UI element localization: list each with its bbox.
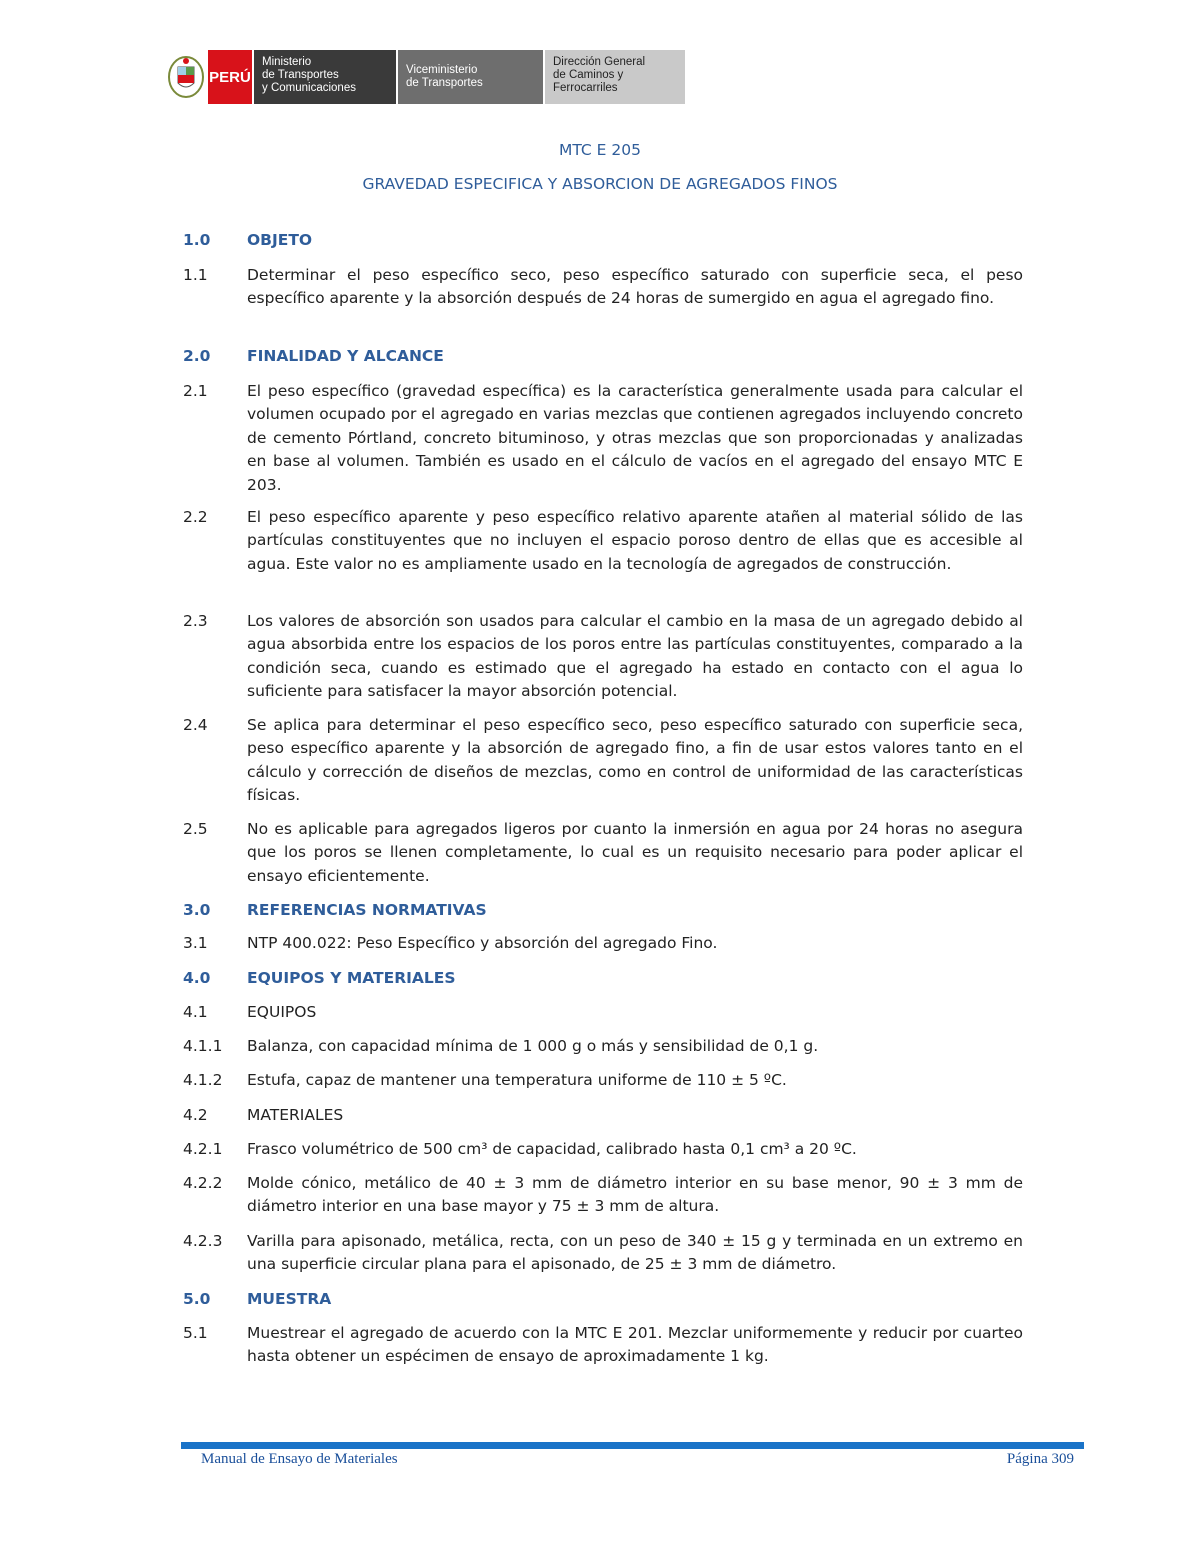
paragraph-2-2 <box>183 506 1023 576</box>
coat-of-arms-icon <box>164 50 208 104</box>
paragraph-number: 4.2 <box>183 1106 208 1124</box>
paragraph-3-1 <box>183 932 1023 955</box>
paragraph-text: El peso específico (gravedad específica) es la característica generalmente usada para calcular el volumen ocupado por el agregado en varias mezclas que contienen agregados incluyendo concreto de cemento Pórtland, concreto bituminoso, y otras mezclas que son proporcionadas y analizadas en base al volumen. También es usado en el cálculo de vacíos en el agregado del ensayo MTC E 203. <box>247 382 1023 494</box>
paragraph-text: Se aplica para determinar el peso específico seco, peso específico saturado con superficie seca, peso específico aparente y la absorción de agregado fino, a fin de usar estos valores tanto en el cálculo y corrección de diseños de mezclas, como en control de uniformidad de las características físicas. <box>247 716 1023 805</box>
paragraph-2-3 <box>183 610 1023 704</box>
paragraph-4-2 <box>183 1104 1023 1127</box>
paragraph-number: 1.1 <box>183 266 208 284</box>
paragraph-2-5 <box>183 818 1023 888</box>
paragraph-4-1-2 <box>183 1069 1023 1092</box>
footer-rule <box>181 1442 1084 1449</box>
peru-label: PERÚ <box>208 50 252 104</box>
section-title: EQUIPOS Y MATERIALES <box>247 969 456 987</box>
paragraph-number: 4.2.1 <box>183 1140 223 1158</box>
paragraph-text: Molde cónico, metálico de 40 ± 3 mm de diámetro interior en su base menor, 90 ± 3 mm de diámetro interior en una base mayor y 75 ± 3 mm de altura. <box>247 1174 1023 1216</box>
paragraph-text: No es aplicable para agregados ligeros por cuanto la inmersión en agua por 24 horas no asegura que los poros se llenen completamente, lo cual es un requisito necesario para poder aplicar el ensayo eficientemente. <box>247 820 1023 885</box>
paragraph-number: 2.5 <box>183 820 208 838</box>
paragraph-number: 4.2.3 <box>183 1232 223 1250</box>
paragraph-4-1 <box>183 1001 1023 1024</box>
paragraph-number: 4.1.1 <box>183 1037 223 1055</box>
paragraph-4-2-3 <box>183 1230 1023 1277</box>
paragraph-number: 4.1 <box>183 1003 208 1021</box>
paragraph-text: NTP 400.022: Peso Específico y absorción del agregado Fino. <box>247 934 718 952</box>
paragraph-text: El peso específico aparente y peso específico relativo aparente atañen al material sólido de las partículas constituyentes que no incluyen el espacio poroso dentro de ellas que es accesible al agua. Este valor no es ampliamente usado en la tecnología de agregados de construcción. <box>247 508 1023 573</box>
header-logo-banner <box>164 50 685 104</box>
section-title: FINALIDAD Y ALCANCE <box>247 347 444 365</box>
paragraph-number: 4.1.2 <box>183 1071 223 1089</box>
section-heading-1 <box>183 229 1023 252</box>
paragraph-number: 2.3 <box>183 612 208 630</box>
footer-manual-title: Manual de Ensayo de Materiales <box>201 1451 398 1467</box>
section-heading-3 <box>183 899 1023 922</box>
document-title: GRAVEDAD ESPECIFICA Y ABSORCION DE AGREGADOS FINOS <box>362 175 838 193</box>
section-number: 1.0 <box>183 231 211 249</box>
paragraph-text: Balanza, con capacidad mínima de 1 000 g o más y sensibilidad de 0,1 g. <box>247 1037 819 1055</box>
paragraph-2-1 <box>183 380 1023 497</box>
paragraph-4-2-2 <box>183 1172 1023 1219</box>
paragraph-number: 5.1 <box>183 1324 208 1342</box>
section-number: 4.0 <box>183 969 211 987</box>
paragraph-5-1 <box>183 1322 1023 1369</box>
paragraph-4-2-1 <box>183 1138 1023 1161</box>
direction-label: Dirección General de Caminos y Ferrocarriles <box>545 50 685 104</box>
section-heading-5 <box>183 1288 1023 1311</box>
paragraph-number: 2.4 <box>183 716 208 734</box>
paragraph-text: Varilla para apisonado, metálica, recta, con un peso de 340 ± 15 g y terminada en un extremo en una superficie circular plana para el apisonado, de 25 ± 3 mm de diámetro. <box>247 1232 1023 1274</box>
paragraph-text: Muestrear el agregado de acuerdo con la MTC E 201. Mezclar uniformemente y reducir por cuarteo hasta obtener un espécimen de ensayo de aproximadamente 1 kg. <box>247 1324 1023 1366</box>
paragraph-text: Frasco volumétrico de 500 cm³ de capacidad, calibrado hasta 0,1 cm³ a 20 ºC. <box>247 1140 857 1158</box>
document-code: MTC E 205 <box>559 141 641 159</box>
section-number: 3.0 <box>183 901 211 919</box>
paragraph-1-1 <box>183 264 1023 311</box>
paragraph-number: 2.1 <box>183 382 208 400</box>
paragraph-text: Los valores de absorción son usados para calcular el cambio en la masa de un agregado debido al agua absorbida entre los espacios de los poros entre las partículas constituyentes, comparado a la condición seca, cuando es estimado que el agregado ha estado en contacto con el agua lo suficiente para satisfacer la mayor absorción potencial. <box>247 612 1023 701</box>
paragraph-text: MATERIALES <box>247 1106 344 1124</box>
section-number: 2.0 <box>183 347 211 365</box>
ministry-label: Ministerio de Transportes y Comunicaciones <box>254 50 396 104</box>
section-title: OBJETO <box>247 231 313 249</box>
paragraph-number: 4.2.2 <box>183 1174 223 1192</box>
section-number: 5.0 <box>183 1290 211 1308</box>
section-heading-2 <box>183 345 1023 368</box>
paragraph-text: Determinar el peso específico seco, peso específico saturado con superficie seca, el peso específico aparente y la absorción después de 24 horas de sumergido en agua el agregado fino. <box>247 266 1023 308</box>
paragraph-text: Estufa, capaz de mantener una temperatura uniforme de 110 ± 5 ºC. <box>247 1071 787 1089</box>
paragraph-number: 3.1 <box>183 934 208 952</box>
viceministry-label: Viceministerio de Transportes <box>398 50 543 104</box>
paragraph-number: 2.2 <box>183 508 208 526</box>
section-title: MUESTRA <box>247 1290 332 1308</box>
section-heading-4 <box>183 967 1023 990</box>
paragraph-4-1-1 <box>183 1035 1023 1058</box>
paragraph-text: EQUIPOS <box>247 1003 317 1021</box>
paragraph-2-4 <box>183 714 1023 808</box>
section-title: REFERENCIAS NORMATIVAS <box>247 901 487 919</box>
footer-page-number: Página 309 <box>1006 1451 1074 1467</box>
